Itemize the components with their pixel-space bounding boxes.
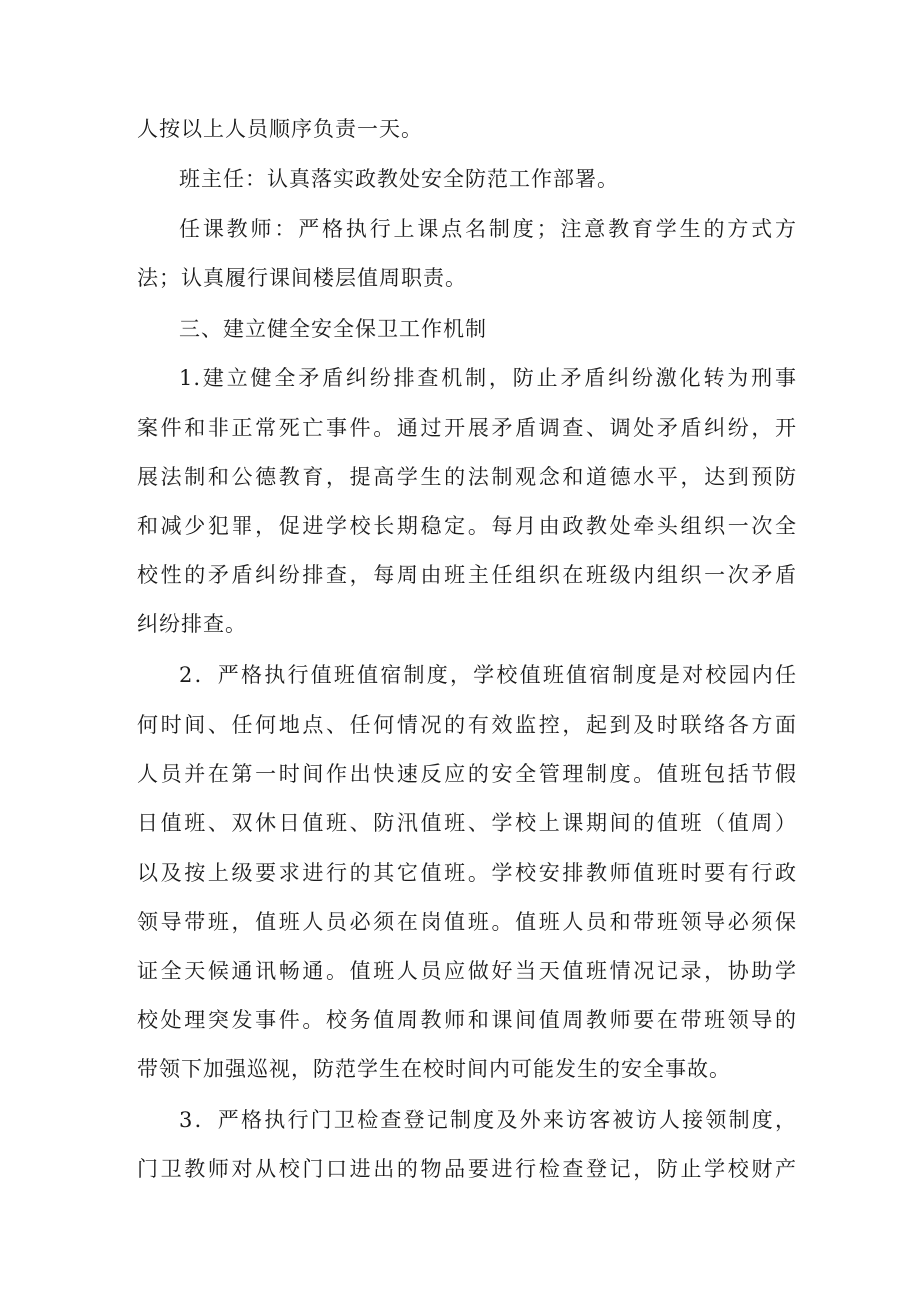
text-line: 班主任：认真落实政教处安全防范工作部署。 [179,167,619,191]
text-line: 校处理突发事件。校务值周教师和课间值周教师要在带班领导的 [137,1008,797,1032]
text-line: 1.建立健全矛盾纠纷排查机制，防止矛盾纠纷激化转为刑事 [179,366,797,390]
text-line: 带领下加强巡视，防范学生在校时间内可能发生的安全事故。 [137,1057,731,1081]
text-line: 人员并在第一时间作出快速反应的安全管理制度。值班包括节假 [137,762,797,786]
text-line: 案件和非正常死亡事件。通过开展矛盾调查、调处矛盾纠纷，开 [137,416,797,440]
text-line: 和减少犯罪，促进学校长期稳定。每月由政教处牵头组织一次全 [137,514,797,538]
text-line: 展法制和公德教育，提高学生的法制观念和道德水平，达到预防 [137,465,797,489]
section-heading: 三、建立健全安全保卫工作机制 [179,317,487,341]
text-line: 纠纷排查。 [137,612,247,636]
text-line: 证全天候通讯畅通。值班人员应做好当天值班情况记录，协助学 [137,959,797,983]
text-line: 法；认真履行课间楼层值周职责。 [137,266,467,290]
text-line: 领导带班，值班人员必须在岗值班。值班人员和带班领导必须保 [137,910,797,934]
text-line: 校性的矛盾纠纷排查，每周由班主任组织在班级内组织一次矛盾 [137,563,797,587]
text-line: 日值班、双休日值班、防汛值班、学校上课期间的值班（值周） [137,811,797,835]
text-line: 2．严格执行值班值宿制度，学校值班值宿制度是对校园内任 [179,663,797,687]
text-line: 门卫教师对从校门口进出的物品要进行检查登记，防止学校财产 [137,1157,797,1181]
text-line: 以及按上级要求进行的其它值班。学校安排教师值班时要有行政 [137,861,797,885]
text-line: 人按以上人员顺序负责一天。 [137,117,423,141]
text-line: 任课教师：严格执行上课点名制度；注意教育学生的方式方 [179,217,797,241]
text-line: 3．严格执行门卫检查登记制度及外来访客被访人接领制度， [179,1108,797,1132]
text-line: 何时间、任何地点、任何情况的有效监控，起到及时联络各方面 [137,713,797,737]
